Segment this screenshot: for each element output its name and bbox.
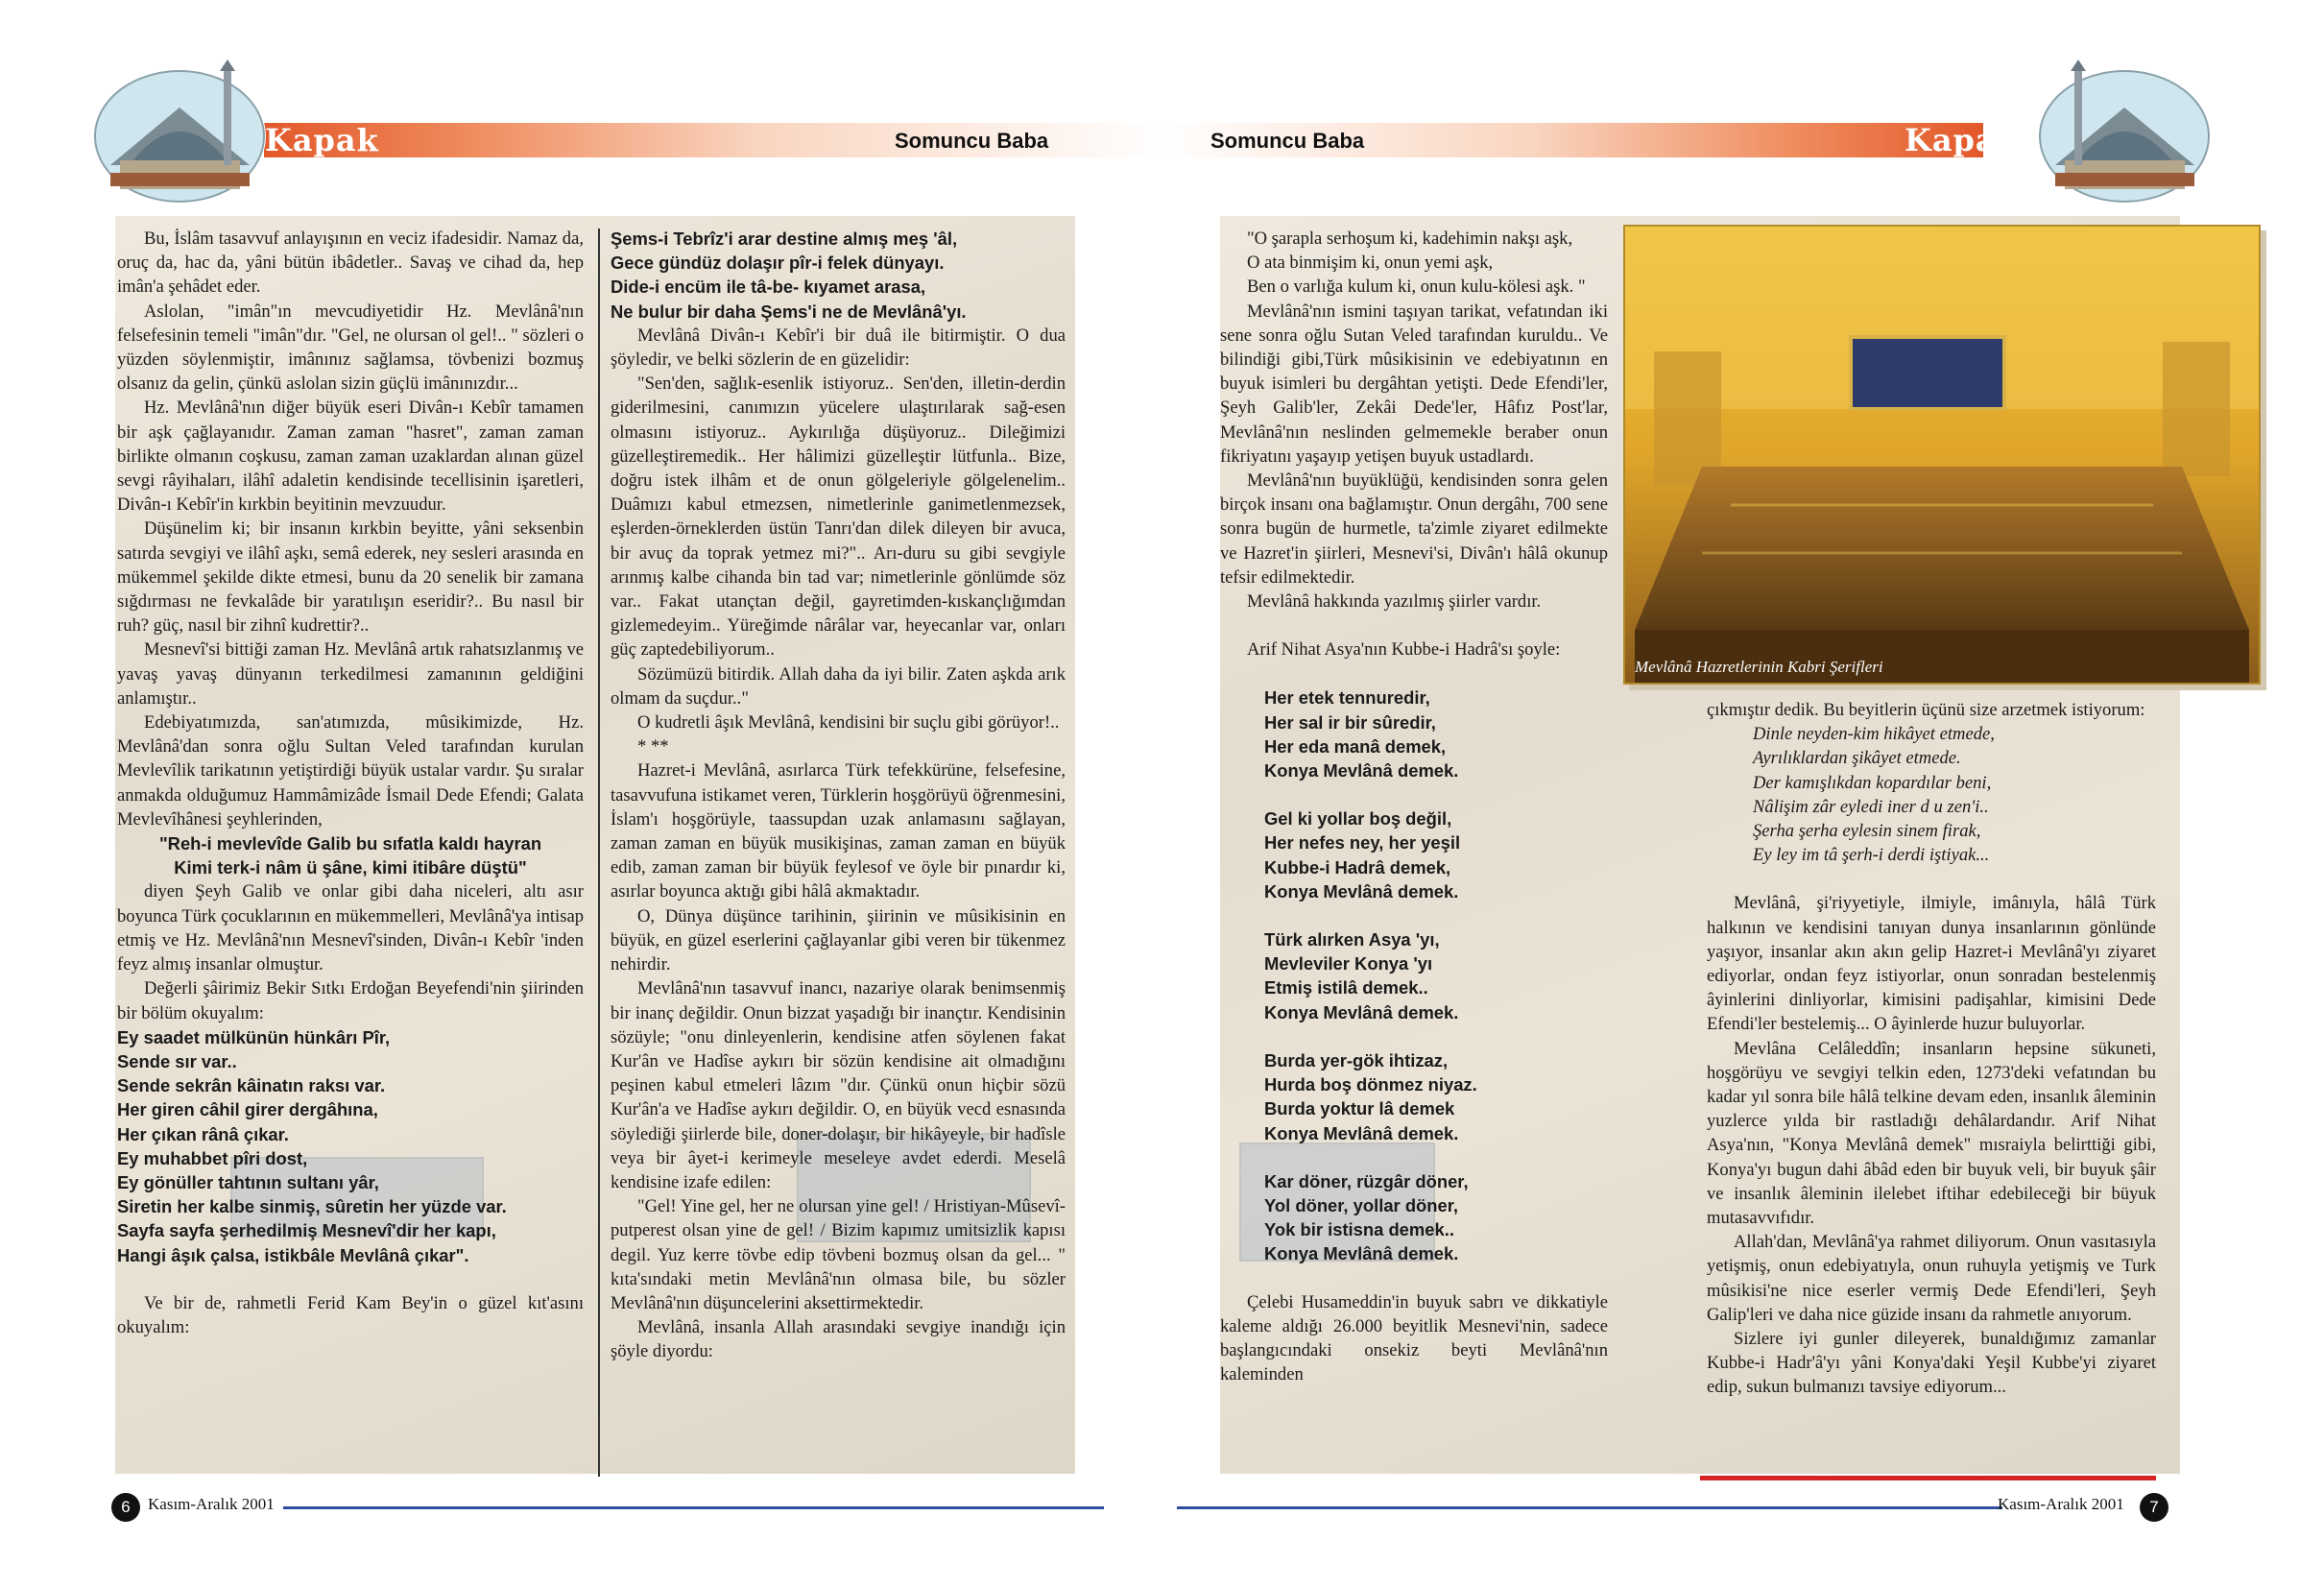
- poem-line: Etmiş istilâ demek..: [1264, 977, 1428, 999]
- paragraph: diyen Şeyh Galib ve onlar gibi daha niceleri, altı asır boyunca Türk çocuklarının en mükemmelleri, Mevlânâ'ya intisap etmiş ve Hz. Mevlânâ'nın Mesnevî'sinden, Divân-ı Kebîr 'inden feyz almış insanlar olmuştur.: [117, 881, 584, 975]
- poem-line: "O şarapla serhoşum ki, kadehimin nakşı aşk,: [1247, 229, 1573, 249]
- article-column-2: [611, 227, 1066, 1364]
- magazine-title: Somuncu Baba: [1210, 129, 1365, 153]
- paragraph: Aslolan, "imân"ın mevcudiyetidir Hz. Mevlânâ'nın felsefesinin temeli "imân"dır. "Gel, ne olursan ol gel!.. " sözleri o yüzden söylenmiştir, imânınız sağlamsa, tövbenizi bozmuş olsanız da gelin, çünkü aslolan sizin güçlü imânınızdır...: [117, 301, 584, 395]
- poem-line: Mevleviler Konya 'yı: [1264, 953, 1433, 974]
- poem-line: Ey gönüller tahtının sultanı yâr,: [117, 1171, 379, 1192]
- issue-date: Kasım-Aralık 2001: [148, 1495, 275, 1513]
- poem-line: Hurda boş dönmez niyaz.: [1264, 1074, 1477, 1095]
- paragraph: Mevlânâ, insanla Allah arasındaki sevgiye inandığı için şöyle diyordu:: [611, 1317, 1066, 1362]
- paragraph: Çelebi Husameddin'in buyuk sabrı ve dikkatiyle kaleme aldığı 26.000 beyitlik Mesnevi'nin, sadece başlangıcındaki onsekiz beyti Mevlânâ'nın kaleminden: [1220, 1291, 1608, 1385]
- poem-line: Ayrılıklardan şikâyet etmede.: [1753, 748, 1961, 769]
- article-column-1: [117, 227, 584, 1339]
- poem-line: Ne bulur bir daha Şems'i ne de Mevlânâ'yı.: [611, 301, 967, 322]
- paragraph: Hazret-i Mevlânâ, asırlarca Türk tefekkürüne, felsefesine, tasavvufuna istikamet veren, Türklerin hoşgörüyü öğrenmesini, İslam'ı hoşgörüyle, taassupdan uzak anlamasını sağlayan, zaman zaman en büyük musikişinas, zaman zaman en büyük edib, zaman zaman bir büyük feylesof ve öyle bir pınardır ki, asırlar boyunca aktığı gibi hâlâ akmaktadır.: [611, 760, 1066, 902]
- paragraph: Mevlânâ, şi'riyyetiyle, ilmiyle, imânıyla, hâlâ Türk halkının ve kendisini tanıyan dunya insanlarının gönlünde yaşıyor, insanlar akın akın gelip Hazret-i Mevlânâ'yı ziyaret ediyorlar, ondan feyz istiyorlar, onun sonradan bestelenmiş âyinlerini dinliyorlar, kimisini padişahlar, kimisini Dede Efendi'ler bestelemiş... O âyinlerde huzur buluyorlar.: [1707, 893, 2156, 1035]
- poem-line: Ey muhabbet pîri dost,: [117, 1147, 308, 1168]
- poem-line: Konya Mevlânâ demek.: [1264, 880, 1459, 902]
- column-divider: [598, 229, 600, 1477]
- poem-line: Konya Mevlânâ demek.: [1264, 1001, 1459, 1023]
- paragraph: Hz. Mevlânâ'nın diğer büyük eseri Divân-ı Kebîr tamamen bir aşk çağlayanıdır. Zaman zaman "hasret", zaman zaman birlikte olmanın coşkusu, zaman zaman uzaklardan alınan güzel sevgi râyihaları, ilâhî adaletin kendisinde tecellisinin işaretleri, Divân-ı Kebîr'in kırkbin beyitinin mevzuudur.: [117, 397, 584, 516]
- poem-line: Kar döner, rüzgâr döner,: [1264, 1170, 1469, 1191]
- poem-line: Sende sır var..: [117, 1050, 237, 1071]
- poem-line: Her çıkan rânâ çıkar.: [117, 1123, 289, 1144]
- paragraph: çıkmıştır dedik. Bu beyitlerin üçünü size arzetmek istiyorum:: [1707, 700, 2145, 720]
- paragraph: "Sen'den, sağlık-esenlik istiyoruz.. Sen'den, illetin-derdin giderilmesini, canımızın yücelere ulaştırılarak sağ-esen olmasını istiyoruz.. Aykırılığa düşüyoruz.. Dileğimizi güzelleştiremedik.. Her hâlimizi güzelleştir lütfunla.. Bize, doğru istek ilhâm et de onun gölgeleriyle gölgelenelim.. Duâmızı kabul etmezsen, nimetlerinle ganimetlenmezsek, eşlerden-örneklerden üstün Tanrı'dan dilek dileyen bir avuca, bir avuç da toprak yetmez mi?".. Arı-duru su gibi sevgiyle arınmış kalbe cihanda bin tad var; nimetlerinle gönlümde söz var.. Fakat utançtan değil, gayretimden-kıskançlığımdan gizlemedeyim.. Yüreğimde nârâlar var, heyecanlar var, onları güç zaptedebiliyorum..: [611, 373, 1066, 661]
- section-separator: * **: [637, 736, 669, 758]
- mosque-dome-icon: [2036, 60, 2214, 204]
- poem-line: Ey saadet mülkünün hünkârı Pîr,: [117, 1026, 391, 1047]
- section-label: Kapak: [1905, 122, 2019, 158]
- poem-line: Konya Mevlânâ demek.: [1264, 1122, 1459, 1143]
- poem-line: Dide-i encüm ile tâ-be- kıyamet arasa,: [611, 277, 926, 298]
- paragraph: Mevlânâ hakkında yazılmış şiirler vardır.: [1247, 591, 1542, 613]
- poem-line: Gece gündüz dolaşır pîr-i felek dünyayı.: [611, 253, 945, 274]
- poem-line: Sayfa sayfa şerhedilmiş Mesnevî'dir her kapı,: [117, 1220, 496, 1241]
- paragraph: Düşünelim ki; bir insanın kırkbin beyitte, yâni seksenbin satırda sevgiyi ve ilâhî aşkı, semâ ederek, ney sesleri arasında en mükemmel şekilde dikte etmesi, bunu da 20 senelik bir zamana sığdırması ne fevkalâde bir yaratılışın eseridir?.. Bu nasıl bir ruh? güç, nasıl bir zihnî kudrettir?..: [117, 518, 584, 637]
- poem-line: Hangi âşık çalsa, istikbâle Mevlânâ çıkar".: [117, 1244, 469, 1265]
- article-column-3: [1220, 227, 1608, 1386]
- paragraph: Edebiyatımızda, san'atımızda, mûsikimizde, Hz. Mevlânâ'dan sonra oğlu Sultan Veled tarafından kurulan Mevlevîlik tarikatının yetiştirdiği büyük ustalar vardır. Şu sıralar anmakda olduğumuz Hammâmizâde İsmail Dede Efendi; Galata Mevlevîhânesi şeyhlerinden,: [117, 712, 584, 830]
- poem-line: Gel ki yollar boş değil,: [1264, 808, 1452, 830]
- tomb-photo: [1623, 225, 2261, 685]
- poem-line: Yok bir istisna demek..: [1264, 1219, 1454, 1240]
- poem-line: Der kamışlıkdan kopardılar beni,: [1753, 772, 1992, 793]
- paragraph: Bu, İslâm tasavvuf anlayışının en veciz ifadesidir. Namaz da, oruç da, hac da, yâni bütün ibâdetler.. Savaş ve cihad da, hep imân'a şehâdet eder.: [117, 229, 584, 298]
- poem-line: Konya Mevlânâ demek.: [1264, 760, 1459, 782]
- paragraph: O kudretli âşık Mevlânâ, kendisini bir suçlu gibi görüyor!..: [637, 712, 1060, 734]
- poem-block: [1220, 686, 1608, 1265]
- poem-line: Burda yer-gök ihtizaz,: [1264, 1049, 1449, 1071]
- poem-line: Türk alırken Asya 'yı,: [1264, 929, 1440, 950]
- paragraph: Mevlânâ'nın tasavvuf inancı, nazariye olarak benimsenmiş bir inanç değildir. Onun bizzat yaşadığı bir inançtır. Kendisinin sözüyle; "onu dinleyenlerin, kendisine atfen söylenen fakat Kur'ân ve Hadîse aykırı bir sözün kendisine ait olmadığını peşinen kabul etmeleri lâzım "dır. Çünkü onun hiçbir sözü Kur'ân'a ve Hadîse aykırı değildir. O, en büyük vecd esnasında söylediği şiirlerde bile, doner-dolaşır, bir hikâyeyle, bir hadîsle veya bir âyet-i kerimeyle meseleye avdet ederdi. Meselâ kendisine izafe edilen:: [611, 978, 1066, 1192]
- paragraph: Sözümüzü bitirdik. Allah daha da iyi bilir. Zaten aşkda arık olmam da suçdur..": [611, 663, 1066, 709]
- paragraph: "Gel! Yine gel, her ne olursan yine gel! / Hristiyan-Mûsevî-putperest olsan yine de gel! / Bizim kapımız umitsizlik kapısı degil. Yuz kerre tövbe edip tövbeni bozmuş olsan da gel... " kıta'sındaki metin Mevlânâ'nın olmasa bile, bu sözler Mevlânâ'nın düşuncelerini aksettirmektedir.: [611, 1196, 1066, 1313]
- issue-date: Kasım-Aralık 2001: [1998, 1495, 2124, 1513]
- paragraph: O, Dünya düşünce tarihinin, şiirinin ve mûsikisinin en büyük, en güzel eserlerini çağlayanlar gibi veren bir tükenmez nehirdir.: [611, 905, 1066, 975]
- poem-line: Sende sekrân kâinatın raksı var.: [117, 1075, 386, 1096]
- paragraph: Ve bir de, rahmetli Ferid Kam Bey'in o güzel kıt'asını okuyalım:: [117, 1292, 584, 1337]
- poem-line: Dinle neyden-kim hikâyet etmede,: [1753, 724, 1995, 745]
- paragraph: Mevlânâ'nın ismini taşıyan tarikat, vefatından iki sene sonra oğlu Sutan Veled tarafından kuruldu.. Ve bilindiği gibi,Türk mûsikisinin ve edebiyatının en buyuk isimleri bu dergâhtan yetişti. Dede Efendi'ler, Şeyh Galib'ler, Zekâi Dede'ler, Hâfız Post'lar, Mevlânâ'nın neslinden gelmemekle beraber onun fikriyatını yaşayıp yetişen buyuk ustadlardı.: [1220, 301, 1608, 467]
- poem-line: Ey ley im tâ şerh-i derdi iştiyak...: [1753, 845, 1990, 866]
- section-label: Kapak: [265, 122, 379, 158]
- poem-line: Kubbe-i Hadrâ demek,: [1264, 856, 1451, 878]
- page-number: 6: [111, 1493, 140, 1522]
- end-rule: [1700, 1476, 2156, 1480]
- article-column-4: [1707, 698, 2156, 1400]
- poem-line: Her eda manâ demek,: [1264, 735, 1447, 757]
- footer-rule: [283, 1506, 1104, 1509]
- poem-line: Nâlişim zâr eyledi iner d u zen'i..: [1753, 796, 1989, 817]
- paragraph: Sizlere iyi gunler dileyerek, bunaldığımız zamanlar Kubbe-i Hadr'â'yı yâni Konya'daki Yeşil Kubbe'yi ziyaret edip, sukun bulmanızı tavsiye ediyorum...: [1707, 1329, 2156, 1398]
- poem-line: Her nefes ney, her yeşil: [1264, 832, 1461, 854]
- poem-line: O ata binmişim ki, onun yemi aşk,: [1247, 253, 1494, 274]
- magazine-title: Somuncu Baba: [895, 129, 1049, 153]
- right-page: [1162, 0, 2324, 1588]
- paragraph: Değerli şâirimiz Bekir Sıtkı Erdoğan Beyefendi'nin şiirinden bir bölüm okuyalım:: [117, 978, 584, 1023]
- poem-line: Yol döner, yollar döner,: [1264, 1194, 1458, 1215]
- page-number: 7: [2140, 1493, 2168, 1522]
- photo-caption: Mevlânâ Hazretlerinin Kabri Şerifleri: [1635, 658, 1883, 676]
- poem-line: Siretin her kalbe sinmiş, sûretin her yüzde var.: [117, 1196, 507, 1217]
- poem-line: Her giren câhil girer dergâhına,: [117, 1099, 378, 1120]
- paragraph: Mevlâna Celâleddîn; insanların hepsine sükuneti, hoşgörüyu ve sevgiyi telkin eden, 1273'deki vefatından bu kadar yıl sonra bile hâlâ telkine devam eden, insanlık âleminin yuzlerce yılda bir rastladığı dehâlardandır. Arif Nihat Asya'nın, "Konya Mevlânâ demek" mısraiyla belirttiği gibi, Konya'yı bugun dahi âbâd eden bir buyuk veli, bir buyuk şâir ve insanlık âleminin ilelebet iftihar edebileceği bir büyuk mutasavvıfıdır.: [1707, 1038, 2156, 1229]
- footer-rule: [1177, 1506, 2002, 1509]
- paragraph: Allah'dan, Mevlânâ'ya rahmet diliyorum. Onun vasıtasıyla yetişmiş, onun edebiyatıyla, onun ruhuyla yetişmiş ve Turk mûsikisi'ne nice eserler vermiş Dede Efendi'leri, Şeyh Galip'leri ve daha nice güzide insanı da rahmetle anıyorum.: [1707, 1232, 2156, 1325]
- quote-line: "Reh-i mevlevîde Galib bu sıfatla kaldı hayran: [158, 833, 542, 854]
- poem-line: Şems-i Tebrîz'i arar destine almış meş 'âl,: [611, 229, 958, 249]
- mosque-dome-icon: [91, 60, 269, 204]
- paragraph: Mevlânâ'nın buyüklüğü, kendisinden sonra gelen birçok insanı ona bağlamıştır. Onun dergâhı, 700 sene sonra bugün de hurmetle, ta'zimle ziyaret edilmekte ve Hazret'in şiirleri, Mesnevi'si, Divân'ı hâlâ okunup tefsir edilmektedir.: [1220, 470, 1608, 588]
- paragraph: Mevlânâ Divân-ı Kebîr'i bir duâ ile bitirmiştir. O dua şöyledir, ve belki sözlerin de en güzelidir:: [611, 325, 1066, 371]
- poem-line: Burda yoktur lâ demek: [1264, 1098, 1455, 1119]
- poem-line: Ben o varlığa kulum ki, onun kulu-kölesi aşk. ": [1247, 277, 1586, 298]
- poem-line: Konya Mevlânâ demek.: [1264, 1243, 1459, 1264]
- paragraph: Mesnevî'si bittiği zaman Hz. Mevlânâ artık rahatsızlanmış ve yavaş yavaş dünyanın terkedilmesi zamanının geldiğini anlamıştır..: [117, 639, 584, 709]
- poem-line: Her sal ir bir sûredir,: [1264, 711, 1436, 733]
- paragraph: Arif Nihat Asya'nın Kubbe-i Hadrâ'sı şoyle:: [1247, 639, 1561, 661]
- quote-line: Kimi terk-i nâm ü şâne, kimi itibâre düştü": [174, 857, 527, 878]
- poem-line: Her etek tennuredir,: [1264, 687, 1430, 709]
- poem-line: Şerha şerha eylesin sinem firak,: [1753, 821, 1981, 842]
